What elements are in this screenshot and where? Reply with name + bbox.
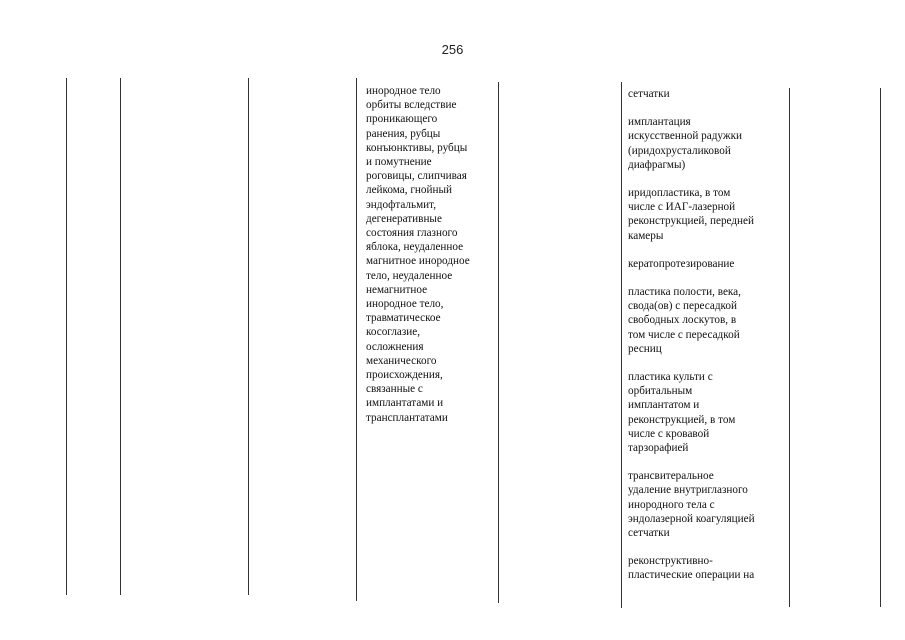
- diagnosis-line: трансплантатами: [366, 411, 448, 424]
- diagnosis-line: конъюнктивы, рубцы: [366, 141, 468, 154]
- diagnosis-line: осложнения: [366, 340, 424, 353]
- table-column-rule: [248, 78, 249, 595]
- diagnosis-line: тело, неудаленное: [366, 269, 453, 282]
- diagnosis-line: имплантатами и: [366, 397, 444, 410]
- treatment-methods-cell: [628, 87, 788, 597]
- diagnosis-line: яблока, неудаленное: [366, 241, 464, 254]
- diagnosis-cell: [366, 84, 496, 425]
- treatment-method-item: имплантация искусственной радужки (иридохрусталиковой диафрагмы): [628, 116, 743, 171]
- treatment-method-item: сетчатки: [628, 88, 670, 100]
- diagnosis-line: эндофтальмит,: [366, 198, 437, 211]
- diagnosis-line: ранения, рубцы: [366, 127, 441, 140]
- table-column-rule: [789, 88, 790, 607]
- diagnosis-line: роговицы, слипчивая: [366, 170, 467, 183]
- treatment-method-item: кератопротезирование: [628, 257, 735, 270]
- table-column-rule: [621, 82, 622, 608]
- diagnosis-line: косоглазие,: [366, 326, 421, 339]
- diagnosis-line: травматическое: [366, 312, 441, 325]
- table-column-rule: [498, 82, 499, 603]
- diagnosis-line: лейкома, гнойный: [366, 184, 452, 197]
- diagnosis-line: инородное тело: [366, 85, 441, 97]
- diagnosis-line: магнитное инородное: [366, 255, 470, 268]
- treatment-method-item: реконструктивно- пластические операции на: [628, 555, 755, 582]
- table-column-rule: [356, 78, 357, 601]
- table-column-rule: [120, 78, 121, 595]
- treatment-method-item: пластика полости, века, свода(ов) с пересадкой свободных лоскутов, в том числе с пересадкой ресниц: [628, 286, 741, 355]
- diagnosis-line: дегенеративные: [366, 212, 442, 225]
- page-number: 256: [441, 42, 464, 57]
- diagnosis-line: немагнитное: [366, 283, 428, 296]
- diagnosis-line: орбиты вследствие: [366, 99, 457, 112]
- diagnosis-line: и помутнение: [366, 156, 432, 169]
- diagnosis-line: состояния глазного: [366, 227, 458, 240]
- treatment-method-item: иридопластика, в том числе с ИАГ-лазерной реконструкцией, передней камеры: [628, 187, 754, 242]
- diagnosis-line: инородное тело,: [366, 298, 444, 311]
- diagnosis-line: проникающего: [366, 113, 438, 126]
- treatment-method-item: трансвитеральное удаление внутриглазного инородного тела с эндолазерной коагуляцией сетчатки: [628, 470, 755, 540]
- table-column-rule: [66, 78, 67, 595]
- treatment-method-item: пластика культи с орбитальным имплантатом и реконструкцией, в том числе с кровавой тарзорафией: [628, 371, 736, 455]
- table-column-rule: [880, 88, 881, 607]
- diagnosis-line: связанные с: [366, 383, 423, 396]
- diagnosis-line: происхождения,: [366, 369, 443, 382]
- diagnosis-line: механического: [366, 354, 437, 367]
